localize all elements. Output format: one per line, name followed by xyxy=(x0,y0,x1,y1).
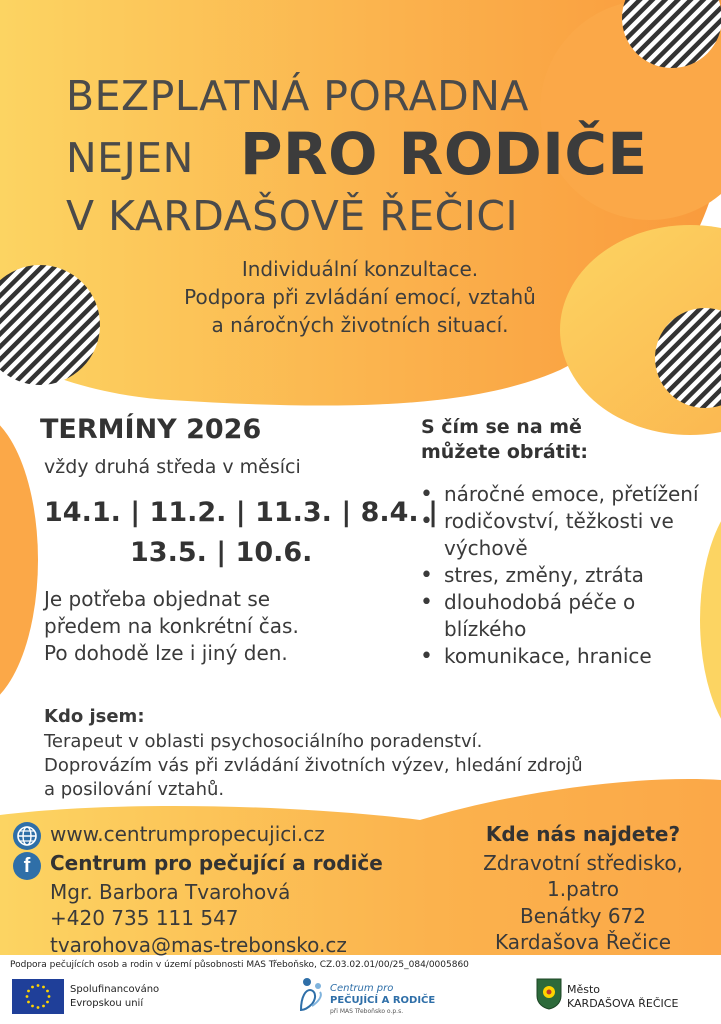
intro-line-1: Individuální konzultace. xyxy=(241,257,479,281)
topic-item: • rodičovství, těžkosti ve výchově xyxy=(418,508,718,562)
booking-note-line-3: Po dohodě lze i jiný den. xyxy=(44,641,288,665)
location-heading: Kde nás najdete? xyxy=(485,822,681,846)
town-crest-icon xyxy=(536,978,562,1010)
title-line-3: V KARDAŠOVĚ ŘEČICI xyxy=(66,192,519,240)
about-heading: Kdo jsem: xyxy=(44,706,145,727)
location-line-1: Zdravotní středisko, xyxy=(483,851,683,875)
town-line-1: Město xyxy=(567,983,601,996)
caregivers-logo-icon xyxy=(298,976,326,1012)
town-line-2: KARDAŠOVA ŘEČICE xyxy=(567,997,679,1010)
organization-name[interactable]: Centrum pro pečující a rodiče xyxy=(50,851,383,875)
topic-item: • stres, změny, ztráta xyxy=(418,562,718,589)
title-line-1: BEZPLATNÁ PORADNA xyxy=(66,72,529,120)
location-line-2: 1.patro xyxy=(547,877,619,901)
topics-heading-line-1: S čím se na mě xyxy=(421,416,582,438)
eu-text-line-2: Evropskou unií xyxy=(70,998,144,1009)
booking-note-line-2: předem na konkrétní čas. xyxy=(44,614,299,638)
about-line-1: Terapeut v oblasti psychosociálního poradenství. xyxy=(44,731,483,752)
eu-text-line-1: Spolufinancováno xyxy=(70,984,160,995)
about-line-3: a posilování vztahů. xyxy=(44,779,225,800)
dates-line-2: 13.5. | 10.6. xyxy=(130,537,313,568)
center-logo-line-2: PEČUJÍCÍ A RODIČE xyxy=(330,995,436,1006)
contact-email[interactable]: tvarohova@mas-trebonsko.cz xyxy=(50,933,347,957)
terminy-heading: TERMÍNY 2026 xyxy=(40,414,262,445)
title-bold: PRO RODIČE xyxy=(240,120,648,188)
terminy-subtitle: vždy druhá středa v měsíci xyxy=(44,456,301,478)
center-logo-line-1: Centrum pro xyxy=(330,983,394,994)
topic-item: • dlouhodobá péče o blízkého xyxy=(418,589,718,643)
location-line-4: Kardašova Řečice xyxy=(494,930,672,954)
topics-list xyxy=(418,481,718,670)
booking-note-line-1: Je potřeba objednat se xyxy=(44,587,271,611)
about-line-2: Doprovázím vás při zvládání životních výzev, hledání zdrojů xyxy=(44,755,583,776)
intro-line-3: a náročných životních situací. xyxy=(211,313,509,337)
topics-heading-line-2: můžete obrátit: xyxy=(421,441,588,463)
website-link[interactable]: www.centrumpropecujici.cz xyxy=(50,822,325,846)
center-logo-line-3: při MAS Třeboňsko o.p.s. xyxy=(330,1008,404,1015)
contact-phone[interactable]: +420 735 111 547 xyxy=(50,906,239,930)
location-line-3: Benátky 672 xyxy=(519,904,647,928)
topic-item: • komunikace, hranice xyxy=(418,643,718,670)
funding-text: Podpora pečujících osob a rodin v území působnosti MAS Třeboňsko, CZ.03.02.01/00/25_084/0005860 xyxy=(10,960,469,970)
left-slice xyxy=(0,410,38,710)
topic-item: • náročné emoce, přetížení xyxy=(418,481,718,508)
title-line-2: NEJEN xyxy=(66,134,194,182)
facebook-icon[interactable]: f xyxy=(13,852,41,880)
dates-line-1: 14.1. | 11.2. | 11.3. | 8.4. | xyxy=(44,497,438,528)
eu-flag-icon xyxy=(12,979,64,1014)
contact-name: Mgr. Barbora Tvarohová xyxy=(50,880,291,904)
intro-line-2: Podpora při zvládání emocí, vztahů xyxy=(184,285,536,309)
globe-icon xyxy=(13,822,41,850)
